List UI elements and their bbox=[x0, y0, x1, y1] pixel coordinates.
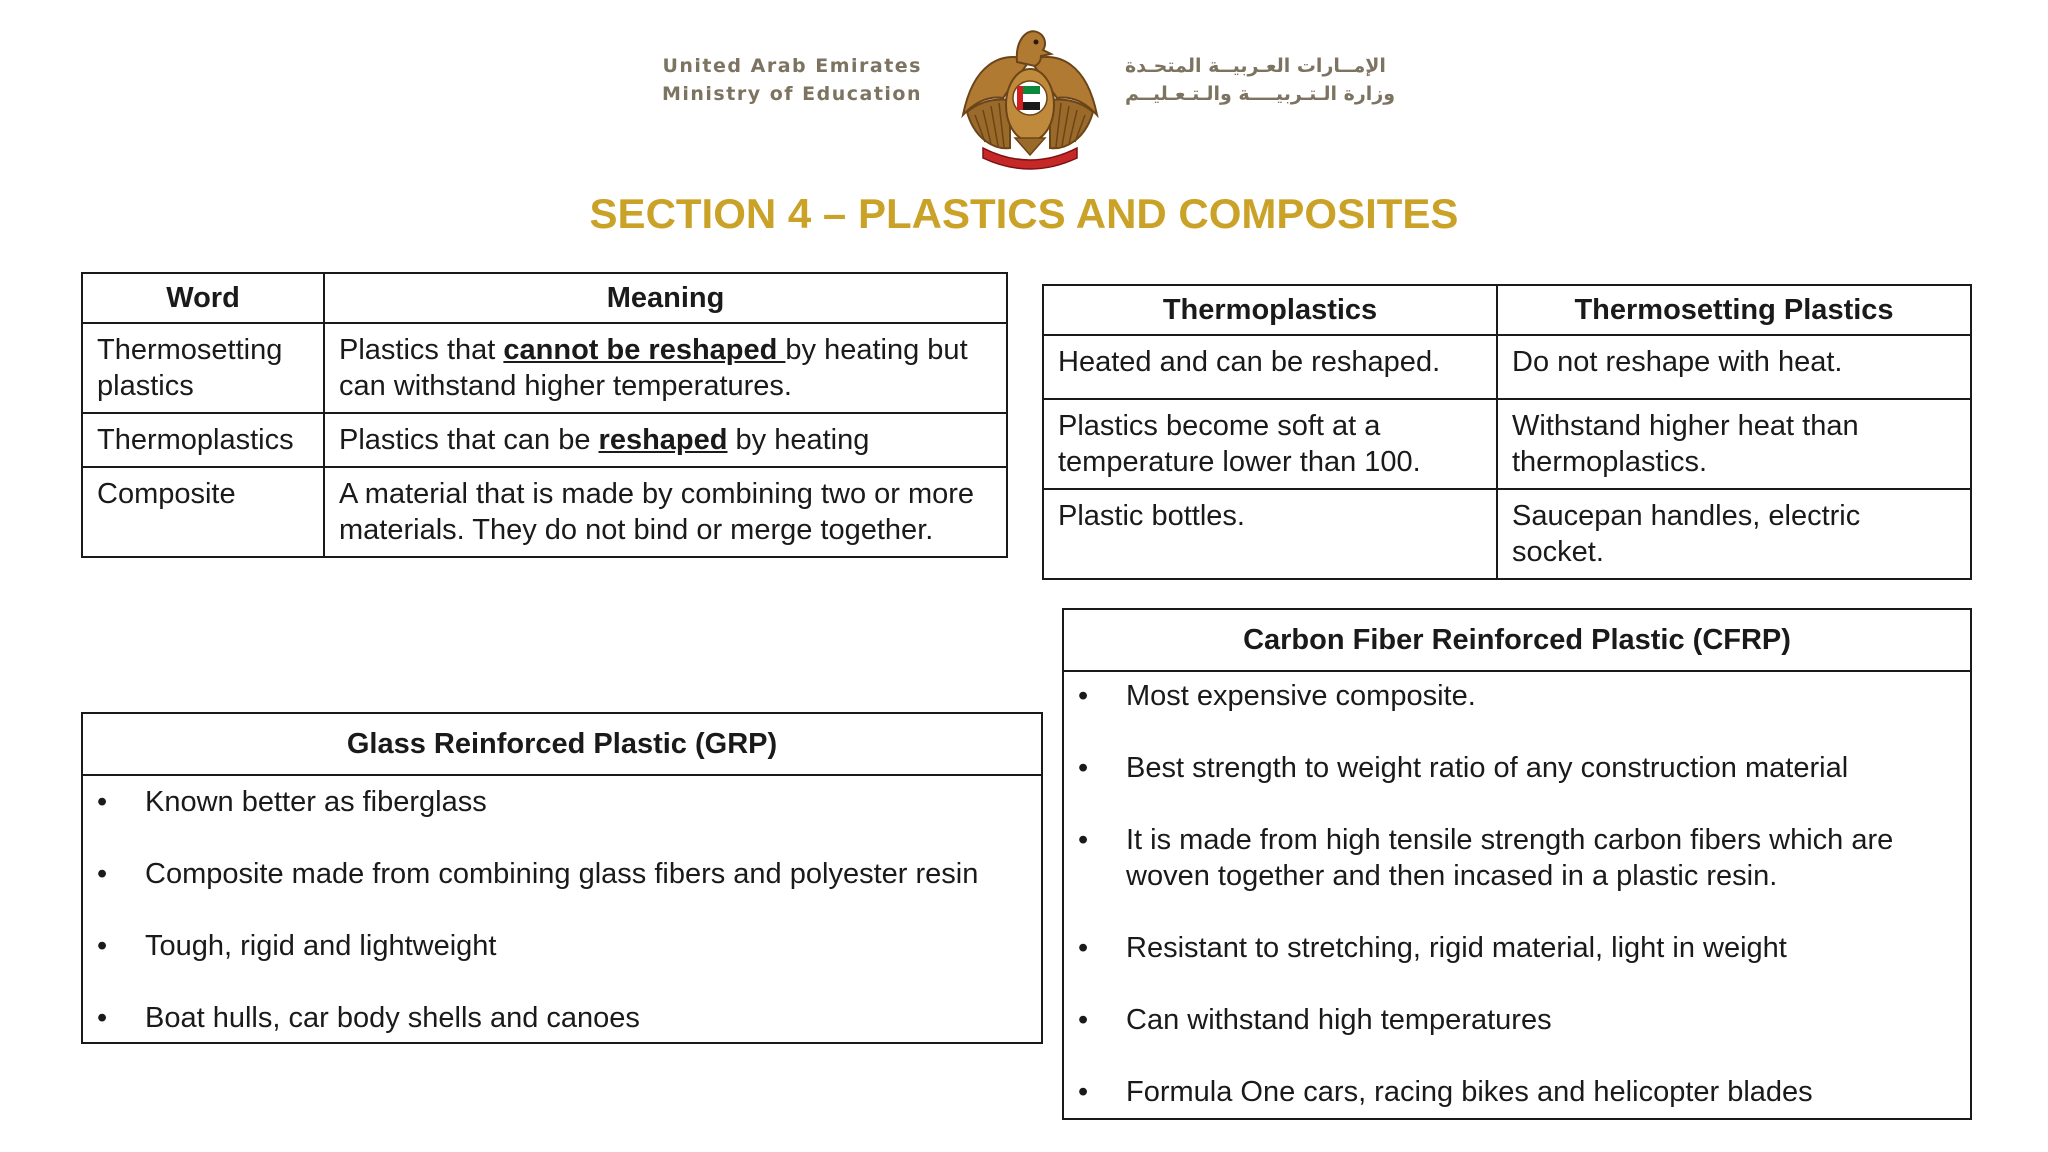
list-item: • Composite made from combining glass fibers and polyester resin bbox=[83, 856, 1025, 892]
meaning-text: by heating bbox=[727, 424, 870, 456]
word-meaning-table bbox=[81, 272, 1008, 558]
meaning-text: Plastics that can be bbox=[339, 424, 599, 456]
word-cell: Composite bbox=[82, 467, 324, 557]
table-header-row bbox=[82, 273, 1007, 323]
cfrp-title: Carbon Fiber Reinforced Plastic (CFRP) bbox=[1064, 610, 1970, 672]
cfrp-box bbox=[1062, 608, 1972, 1120]
org-name-arabic bbox=[1125, 52, 1415, 108]
meaning-text: Plastics that bbox=[339, 334, 504, 366]
column-header-word: Word bbox=[82, 273, 324, 323]
list-item: • Tough, rigid and lightweight bbox=[83, 928, 1025, 964]
word-cell: Thermosetting plastics bbox=[82, 323, 324, 413]
comparison-table bbox=[1042, 284, 1972, 580]
thermoplastics-cell: Plastics become soft at a temperature lower than 100. bbox=[1043, 399, 1497, 489]
meaning-cell bbox=[324, 467, 1007, 557]
word-cell: Thermoplastics bbox=[82, 413, 324, 467]
thermoplastics-cell: Plastic bottles. bbox=[1043, 489, 1497, 579]
thermosetting-cell: Do not reshape with heat. bbox=[1497, 335, 1971, 399]
list-item: • It is made from high tensile strength carbon fibers which are woven together and then incased in a plastic resin. bbox=[1064, 822, 1954, 894]
org-line-country: United Arab Emirates bbox=[662, 55, 922, 77]
org-line-ministry: Ministry of Education bbox=[661, 83, 922, 105]
column-header-thermoplastics: Thermoplastics bbox=[1043, 285, 1497, 335]
org-line-ministry-ar: وزارة الـتـربيــــة والـتـعـليــم bbox=[1125, 83, 1396, 105]
column-header-thermosetting: Thermosetting Plastics bbox=[1497, 285, 1971, 335]
meaning-emphasis: reshaped bbox=[598, 424, 728, 456]
uae-falcon-emblem-icon bbox=[955, 20, 1105, 172]
meaning-text: A material that is made by combining two or more materials. They do not bind or merge together. bbox=[339, 478, 975, 546]
table-row bbox=[1043, 489, 1971, 579]
table-row bbox=[82, 323, 1007, 413]
grp-title: Glass Reinforced Plastic (GRP) bbox=[83, 714, 1041, 776]
list-item: • Most expensive composite. bbox=[1064, 678, 1954, 714]
meaning-cell bbox=[324, 323, 1007, 413]
table-row bbox=[82, 413, 1007, 467]
page-title: SECTION 4 – PLASTICS AND COMPOSITES bbox=[589, 190, 1459, 237]
org-line-country-ar: الإمــارات العـربيــة المتحـدة bbox=[1125, 55, 1386, 77]
thermoplastics-cell: Heated and can be reshaped. bbox=[1043, 335, 1497, 399]
table-row bbox=[1043, 335, 1971, 399]
table-row bbox=[82, 467, 1007, 557]
list-item: • Boat hulls, car body shells and canoes bbox=[83, 1000, 1025, 1036]
org-name-english bbox=[652, 52, 922, 108]
list-item: • Can withstand high temperatures bbox=[1064, 1002, 1954, 1038]
meaning-text: by heating but can withstand higher temperatures. bbox=[339, 334, 968, 402]
list-item: • Known better as fiberglass bbox=[83, 784, 1025, 820]
grp-list bbox=[83, 776, 1041, 1036]
list-item: • Resistant to stretching, rigid material, light in weight bbox=[1064, 930, 1954, 966]
table-header-row bbox=[1043, 285, 1971, 335]
thermosetting-cell: Withstand higher heat than thermoplastics. bbox=[1497, 399, 1971, 489]
thermosetting-cell: Saucepan handles, electric socket. bbox=[1497, 489, 1971, 579]
meaning-cell bbox=[324, 413, 1007, 467]
list-item: • Formula One cars, racing bikes and helicopter blades bbox=[1064, 1074, 1954, 1110]
meaning-emphasis: cannot be reshaped bbox=[503, 334, 786, 366]
cfrp-list bbox=[1064, 672, 1970, 1110]
grp-box bbox=[81, 712, 1043, 1044]
table-row bbox=[1043, 399, 1971, 489]
column-header-meaning: Meaning bbox=[324, 273, 1007, 323]
list-item: • Best strength to weight ratio of any construction material bbox=[1064, 750, 1954, 786]
